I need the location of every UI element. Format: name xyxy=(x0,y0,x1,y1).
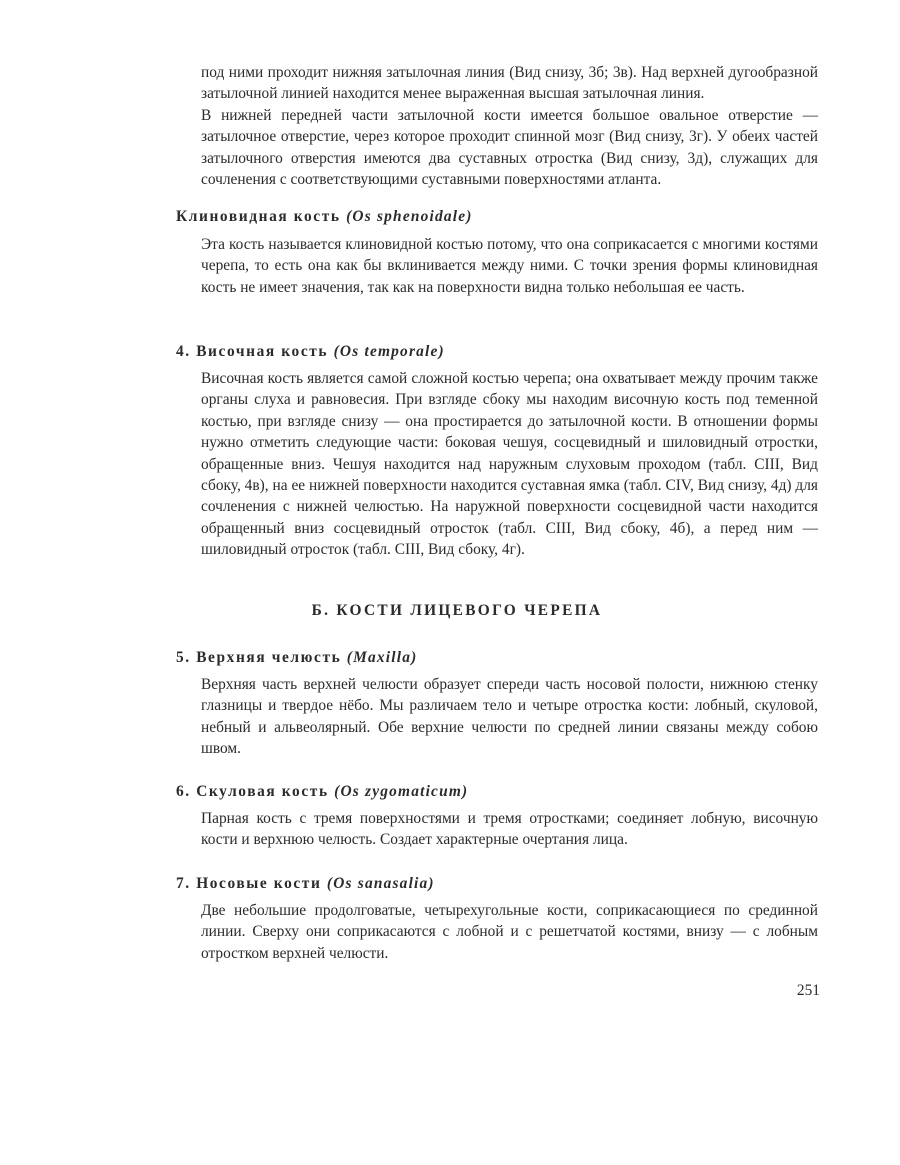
maxilla-paragraph: Верхняя часть верхней челюсти образует спереди часть носовой полости, нижнюю стенку глазницы и твердое нёбо. Мы различаем тело и четыре отростка кости: лобный, скуловой, небный и альвеолярный. Обе верхние челюсти по средней линии связаны между собою швом. xyxy=(201,676,818,758)
sphenoid-heading-text: Клиновидная кость xyxy=(176,208,347,225)
maxilla-heading-latin: (Maxilla) xyxy=(346,649,418,666)
maxilla-heading-text: 5. Верхняя челюсть xyxy=(176,649,347,666)
maxilla-heading xyxy=(176,648,417,668)
temporal-heading-text: 4. Височная кость xyxy=(176,343,334,360)
temporal-heading-latin: (Os temporale) xyxy=(333,343,445,360)
intro-paragraph-1: под ними проходит нижняя затылочная линия (Вид снизу, 3б; 3в). Над верхней дугообразной затылочной линией находится менее выраженная высшая затылочная линия. xyxy=(201,64,818,103)
temporal-heading xyxy=(176,342,445,362)
zygomatic-heading-text: 6. Скуловая кость xyxy=(176,783,335,800)
nasal-heading-text: 7. Носовые кости xyxy=(176,875,327,892)
nasal-paragraph: Две небольшие продолговатые, четырехугольные кости, соприкасающиеся по срединной линии. Сверху они соприкасаются с лобной и с решетчатой костями, внизу — с лобным отростком верхней челюсти. xyxy=(201,902,818,962)
sphenoid-heading-latin: (Os sphenoidale) xyxy=(346,208,473,225)
section-title: Б. КОСТИ ЛИЦЕВОГО ЧЕРЕПА xyxy=(311,602,603,619)
nasal-heading-latin: (Os sanasalia) xyxy=(326,875,435,892)
sphenoid-paragraph: Эта кость называется клиновидной костью потому, что она соприкасается с многими костями черепа, то есть она как бы вклинивается между ними. С точки зрения формы клиновидная кость не имеет значения, так как на поверхности видна только небольшая ее часть. xyxy=(201,236,818,296)
zygomatic-heading-latin: (Os zygomaticum) xyxy=(334,783,469,800)
zygomatic-paragraph: Парная кость с тремя поверхностями и тремя отростками; соединяет лобную, височную кости и верхнюю челюсть. Создает характерные очертания лица. xyxy=(201,810,818,849)
temporal-paragraph: Височная кость является самой сложной костью черепа; она охватывает между прочим также органы слуха и равновесия. При взгляде сбоку мы находим височную кость под теменной костью, при взгляде снизу — она простирается до затылочной кости. В отношении формы нужно отметить следующие части: боковая чешуя, сосцевидный и шиловидный отростки, обращенные вниз. Чешуя находится над наружным слуховым проходом (табл. CIII, Вид сбоку, 4в), на ее нижней поверхности находится суставная ямка (табл. CIV, Вид снизу, 4д) для сочленения с нижней челюстью. На наружной поверхности сосцевидной части находится обращенный вниз сосцевидный отросток (табл. CIII, Вид сбоку, 4б), а перед ним — шиловидный отросток (табл. CIII, Вид сбоку, 4г). xyxy=(201,370,818,559)
nasal-heading xyxy=(176,874,435,894)
zygomatic-heading xyxy=(176,782,468,802)
sphenoid-heading xyxy=(176,207,473,227)
intro-paragraph-2: В нижней передней части затылочной кости имеется большое овальное отверстие — затылочное отверстие, через которое проходит спинной мозг (Вид снизу, 3г). У обеих частей затылочного отверстия имеются два суставных отростка (Вид снизу, 3д), служащих для сочленения с соответствующими суставными поверхностями атланта. xyxy=(201,106,818,189)
page-number: 251 xyxy=(796,982,820,999)
